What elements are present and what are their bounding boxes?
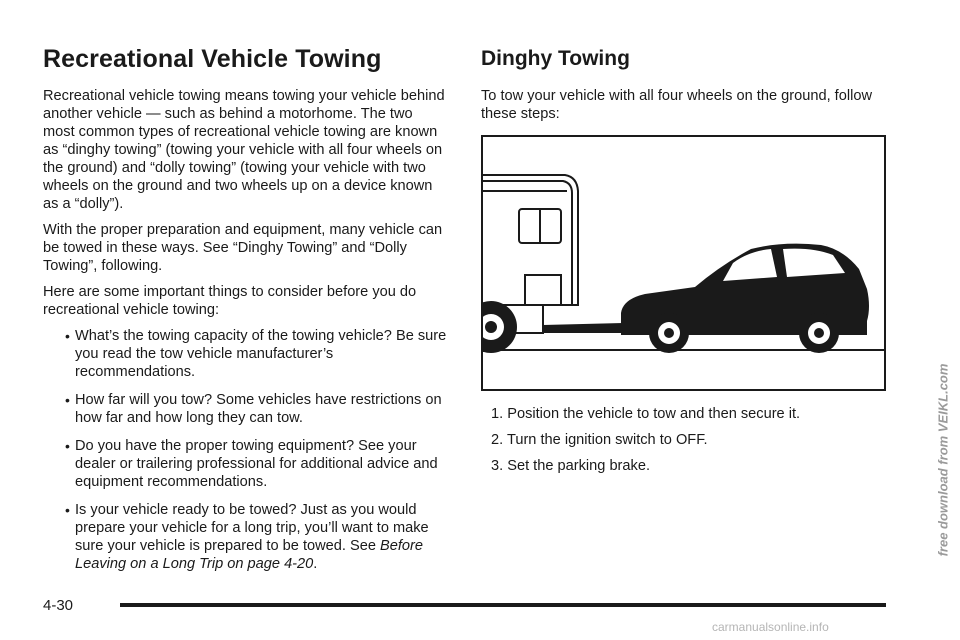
list-item: • What’s the towing capacity of the towing vehicle? Be sure you read the tow vehicle manufacturer’s recommendations. — [65, 328, 447, 380]
towed-car-silhouette — [621, 244, 869, 353]
dinghy-steps-list — [481, 405, 891, 475]
bullet-icon: • — [65, 438, 70, 454]
motorhome-wheel — [483, 301, 517, 353]
preparation-paragraph: With the proper preparation and equipment, many vehicle can be towed in these ways. See “Dinghy Towing” and “Dolly Towing”, following. — [43, 222, 443, 274]
cross-reference-link[interactable]: Before Leaving on a Long Trip on page 4-20 — [75, 538, 424, 572]
section-title-dinghy-towing: Dinghy Towing — [481, 47, 630, 70]
list-item: • How far will you tow? Some vehicles have restrictions on how far and how long they can tow. — [65, 392, 442, 426]
list-item: • Do you have the proper towing equipment? See your dealer or trailering professional for additional advice and equipment recommendations. — [65, 438, 438, 490]
left-column — [43, 44, 448, 583]
bottom-watermark: carmanualsonline.info — [712, 620, 829, 634]
footer-divider — [120, 603, 886, 607]
dinghy-intro-paragraph: To tow your vehicle with all four wheels on the ground, follow these steps: — [481, 88, 872, 122]
considerations-list — [43, 327, 448, 573]
bullet-icon: • — [65, 392, 70, 408]
bullet-icon: • — [65, 328, 70, 344]
section-title-rv-towing: Recreational Vehicle Towing — [43, 45, 382, 73]
list-item: 1. Position the vehicle to tow and then secure it. — [491, 406, 801, 422]
right-column — [481, 44, 891, 483]
tow-bar — [543, 323, 625, 333]
bullet-icon: • — [65, 502, 70, 518]
list-item: 3. Set the parking brake. — [491, 458, 651, 474]
page-number: 4-30 — [43, 597, 74, 614]
list-item: • Is your vehicle ready to be towed? Just as you would prepare your vehicle for a long trip, you’ll want to make sure your vehicle is prepared to be towed. See Before Leaving on a Long Trip on page 4-20. — [65, 502, 429, 572]
dinghy-towing-illustration — [481, 135, 886, 391]
side-watermark: free download from VEIKL.com — [935, 363, 951, 557]
intro-paragraph: Recreational vehicle towing means towing your vehicle behind another vehicle — such as behind a motorhome. The two most common types of recreational vehicle towing are known as “dinghy towing” (towing your vehicle with all four wheels on the ground) and “dolly towing” (towing your vehicle with two wheels on the ground and two wheels up on a device known as a “dolly”). — [43, 88, 445, 212]
considerations-paragraph: Here are some important things to consider before you do recreational vehicle towing: — [43, 284, 417, 318]
towing-diagram — [483, 137, 884, 389]
list-item: 2. Turn the ignition switch to OFF. — [491, 432, 708, 448]
